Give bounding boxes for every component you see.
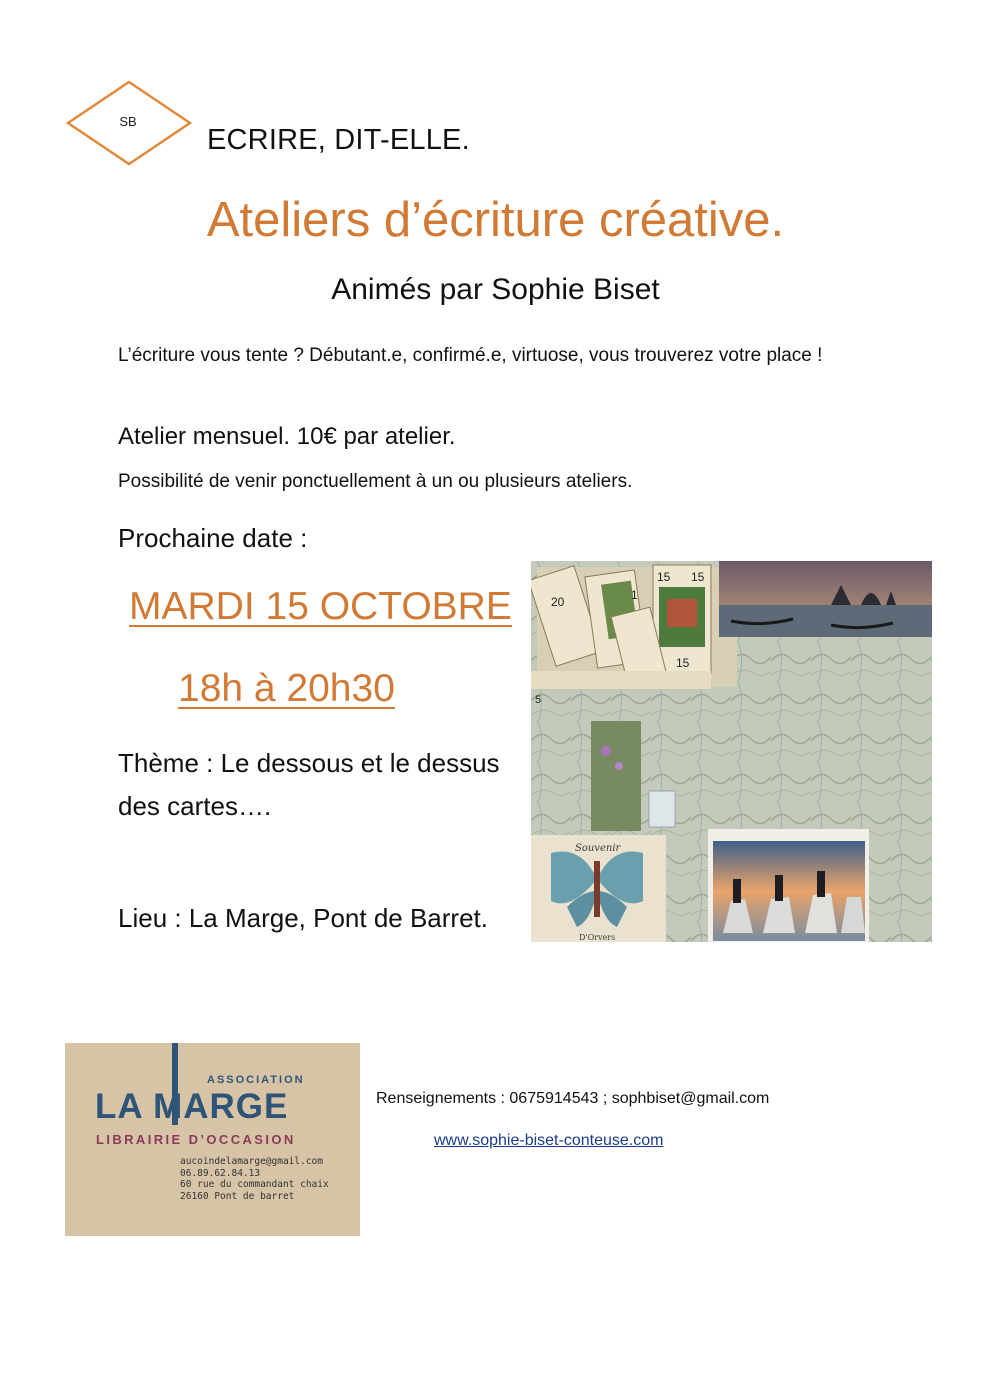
butterfly-postcard <box>531 835 666 942</box>
postcard-caption: D'Orvers <box>579 933 616 942</box>
theme-text: Thème : Le dessous et le dessus des cartes…. <box>118 748 500 821</box>
place-text: Lieu : La Marge, Pont de Barret. <box>118 903 488 933</box>
collage-image <box>531 561 932 942</box>
card-label: 20 <box>551 595 565 609</box>
event-time: 18h à 20h30 <box>178 667 395 710</box>
card-label: 15 <box>691 570 705 584</box>
logo-contact: aucoindelamarge@gmail.com 06.89.62.84.13 60 rue du commandant chaix 26160 Pont de barret <box>180 1156 329 1202</box>
card-label: 1 <box>631 588 638 602</box>
event-date: MARDI 15 OCTOBRE <box>129 585 512 628</box>
card-label: 5 <box>535 694 542 706</box>
next-date-label: Prochaine date : <box>118 523 308 553</box>
intro-text: L’écriture vous tente ? Débutant.e, confirmé.e, virtuose, vous trouverez votre place ! <box>118 345 823 366</box>
logo-association: ASSOCIATION <box>207 1074 305 1086</box>
horses-postcard <box>708 829 869 942</box>
brand-title: ECRIRE, DIT-ELLE. <box>207 124 470 156</box>
attendance-note: Possibilité de venir ponctuellement à un ou plusieurs ateliers. <box>118 471 633 492</box>
website-link[interactable]: www.sophie-biset-conteuse.com <box>434 1132 664 1149</box>
card-label: 15 <box>657 570 671 584</box>
monthly-price: Atelier mensuel. 10€ par atelier. <box>118 423 456 450</box>
contact-info: Renseignements : 0675914543 ; sophbiset@gmail.com <box>376 1090 770 1107</box>
logo-name: LA MARGE <box>95 1087 289 1126</box>
page-subtitle: Animés par Sophie Biset <box>331 273 660 306</box>
card-label: 15 <box>676 656 690 670</box>
venice-photo <box>719 561 932 637</box>
sb-initials: SB <box>119 114 137 129</box>
postcard-caption: Souvenir <box>575 843 621 854</box>
page-title: Ateliers d’écriture créative. <box>206 193 785 247</box>
logo-subtitle: LIBRAIRIE D’OCCASION <box>96 1132 296 1147</box>
